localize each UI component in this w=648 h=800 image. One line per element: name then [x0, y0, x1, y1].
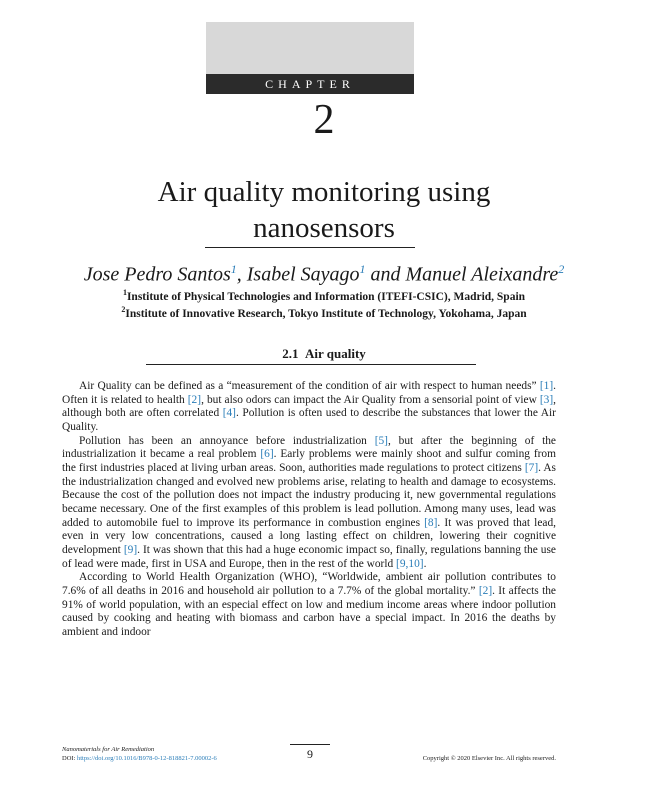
copyright-notice: Copyright © 2020 Elsevier Inc. All rights reserved.	[422, 755, 556, 762]
affiliation-1: $^1$Institute of Physical Technologies and Information (ITEFI-CSIC), Madrid, Spain	[122, 288, 526, 303]
book-title: Nanomaterials for Air Remediation	[62, 746, 155, 753]
paragraph-2: Pollution has been an annoyance before industrialization [5], but after the beginning of the industrialization it became a real problem [6]. Early problems were mainly shoot and sulfur coming from the first industries placed at living urban areas. Soon, authorities made regulations to protect citizens [7]. As the industrialization changed and evolved new problems arise, relating to health and damage to ecosystems. Because the cost of the pollution does not impact the industry producing it, new governmental regulations became necessary. One of the first examples of this problem is lead pollution. Among many uses, lead was added to automobile fuel to improve its performance in combustion engines [8]. It was proved that lead, even in very low concentrations, caused a long lasting effect on children, lowering their cognitive development [9]. It was shown that this had a huge economic impact so, finally, regulations banning the use of lead were made, first in USA and Europe, then in the rest of the world [9,10].	[62, 434, 556, 570]
author-name: Isabel Sayago	[246, 263, 360, 286]
chapter-label: CHAPTER	[206, 74, 414, 94]
author-name: Manuel Aleixandre	[405, 263, 559, 286]
title-divider	[205, 247, 415, 248]
citation-link[interactable]: [5]	[374, 434, 388, 447]
citation-link[interactable]: [6]	[260, 448, 274, 461]
author-name: Jose Pedro Santos	[83, 263, 231, 286]
page-number-divider	[290, 744, 330, 745]
author-affiliation-mark[interactable]: 2	[558, 262, 565, 276]
citation-link[interactable]: [9,10]	[396, 557, 424, 570]
citation-link[interactable]: [9]	[123, 543, 138, 556]
doi-label: DOI:	[62, 755, 77, 762]
author-affiliation-mark[interactable]: 1	[359, 262, 366, 276]
section-title: Air quality	[304, 346, 366, 361]
citation-link[interactable]: [2]	[478, 584, 493, 597]
paragraph-1: Air Quality can be defined as a “measurement of the condition of air with respect to human needs” [1]. Often it is related to health [2], but also odors can impact the Air Quality from a sensorial point of view [3], although both are often correlated [4]. Pollution is often used to describe the substances that lower the Air Quality.	[62, 380, 557, 433]
citation-link[interactable]: [3]	[539, 393, 554, 406]
footer-book-info	[62, 745, 217, 763]
body-text	[62, 380, 556, 639]
section-heading	[0, 346, 648, 362]
author-list: Jose Pedro Santos$^1$, Isabel Sayago$^1$ and Manuel Aleixandre$^2$	[83, 262, 565, 286]
chapter-header-box	[206, 22, 414, 94]
chapter-title-line-2: nanosensors	[253, 212, 395, 244]
paragraph-3: According to World Health Organization (WHO), “Worldwide, ambient air pollution contributes to 7.6% of all deaths in 2016 and household air pollution to a 7.7% of the global mortality.” [2]. It affects the 91% of world population, with an especial effect on low and medium income areas where indoor pollution caused by cooking and heating with biomass and carbon have a special impact. In 2016 the deaths by ambient and indoor	[62, 571, 556, 638]
citation-link[interactable]: [7]	[524, 461, 539, 474]
citation-link[interactable]: [8]	[424, 516, 438, 529]
citation-link[interactable]: [1]	[539, 380, 554, 392]
page-number: 9	[307, 747, 313, 761]
doi-link[interactable]: https://doi.org/10.1016/B978-0-12-818821-7.00002-6	[76, 755, 217, 762]
section-number: 2.1	[282, 346, 299, 361]
chapter-title-line-1: Air quality monitoring using	[157, 176, 491, 208]
affiliation-2: $^2$Institute of Innovative Research, Tokyo Institute of Technology, Yokohama, Japan	[121, 305, 527, 320]
author-affiliation-mark[interactable]: 1	[230, 262, 237, 276]
chapter-number: 2	[313, 97, 335, 143]
citation-link[interactable]: [2]	[187, 393, 202, 406]
citation-link[interactable]: [4]	[222, 407, 236, 420]
chapter-title	[0, 174, 648, 246]
section-divider	[146, 364, 476, 365]
